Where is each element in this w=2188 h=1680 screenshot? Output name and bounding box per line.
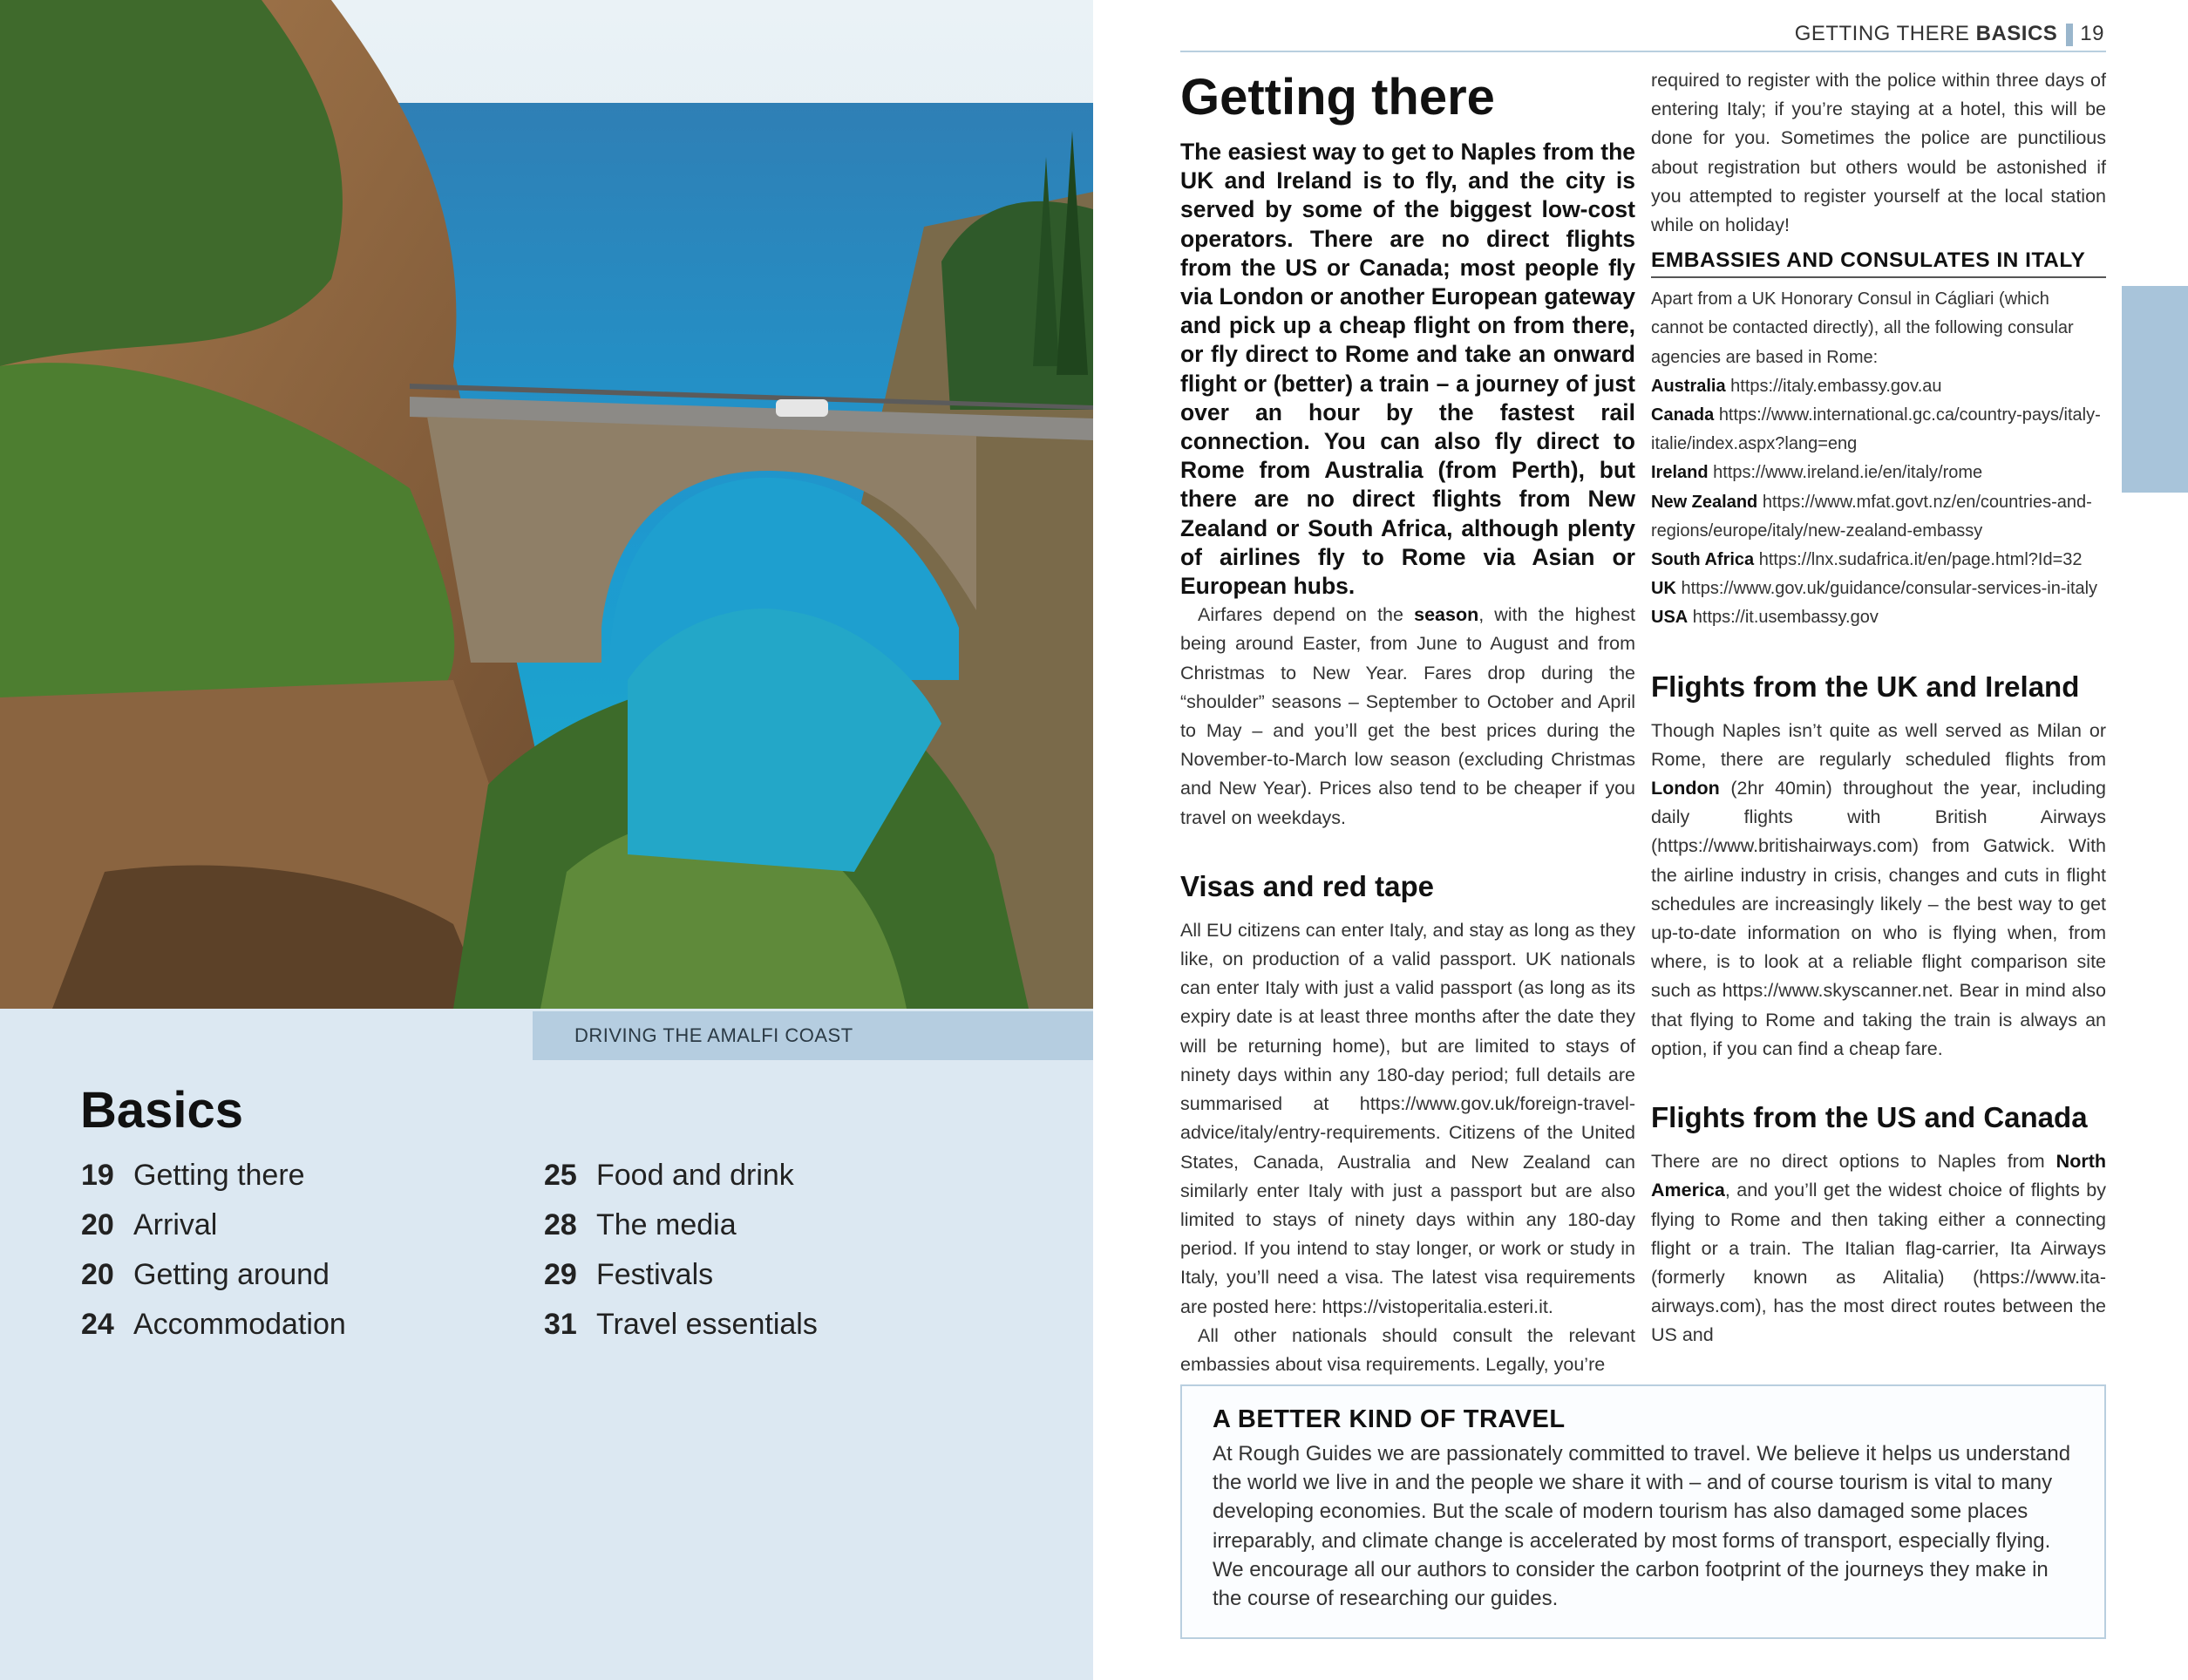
embassy-entry bbox=[1651, 401, 2106, 459]
embassy-country: Ireland bbox=[1651, 463, 1709, 483]
embassy-country: New Zealand bbox=[1651, 492, 1758, 512]
text-column-2 bbox=[1651, 66, 2106, 1350]
embassy-entry bbox=[1651, 546, 2106, 575]
article-title: Getting there bbox=[1180, 69, 1495, 126]
embassy-link[interactable]: https://lnx.sudafrica.it/en/page.html?Id=32 bbox=[1758, 550, 2083, 570]
running-header bbox=[1180, 21, 2104, 47]
toc-item[interactable] bbox=[544, 1250, 818, 1300]
running-head: GETTING THERE bbox=[1794, 22, 1970, 45]
header-rule bbox=[1180, 51, 2106, 52]
header-separator bbox=[2066, 24, 2073, 46]
toc-page-number: 31 bbox=[544, 1308, 577, 1341]
toc-title: The media bbox=[596, 1208, 737, 1241]
toc-item[interactable] bbox=[81, 1200, 346, 1250]
embassies-list bbox=[1651, 285, 2106, 632]
us-keyword: North America bbox=[1651, 1151, 2106, 1201]
embassy-link[interactable]: https://italy.embassy.gov.au bbox=[1730, 376, 1942, 396]
embassy-entry bbox=[1651, 603, 2106, 632]
us-flights-paragraph bbox=[1651, 1147, 2106, 1350]
toc-page-number: 19 bbox=[81, 1159, 114, 1192]
uk-flights-paragraph bbox=[1651, 717, 2106, 1064]
toc-item[interactable] bbox=[544, 1200, 818, 1250]
toc-column-1 bbox=[81, 1151, 346, 1350]
airfares-text-1: Airfares depend on the bbox=[1198, 604, 1415, 626]
airfares-keyword: season bbox=[1414, 604, 1479, 626]
toc-item[interactable] bbox=[81, 1151, 346, 1200]
running-head-section: BASICS bbox=[1975, 22, 2058, 45]
visas-paragraph-2: All other nationals should consult the relevant embassies about visa requirements. Legally, you’re bbox=[1180, 1324, 1635, 1375]
toc-item[interactable] bbox=[544, 1151, 818, 1200]
section-thumb-tab bbox=[2122, 286, 2188, 493]
embassy-entry bbox=[1651, 459, 2106, 487]
toc-page-number: 28 bbox=[544, 1208, 577, 1241]
toc-page-number: 25 bbox=[544, 1159, 577, 1192]
lead-paragraph: The easiest way to get to Naples from the UK and Ireland is to fly, and the city is served by some of the biggest low-cost operators. There are no direct flights from the US or Canada; most people fly via London or another European gateway and pick up a cheap flight on from there, or fly direct to Rome and take an onward flight or (better) a train – a journey of just over an hour by the fastest rail connection. You can also fly direct to Rome from Australia (from Perth), but there are no direct flights from New Zealand or South Africa, although plenty of airlines fly to Rome via Asian or European hubs. bbox=[1180, 139, 1635, 600]
box-text: At Rough Guides we are passionately committed to travel. We believe it helps us understand the world we live in and the people we share it with – and of course tourism is vital to many developing economies. But the scale of modern tourism has also damaged some places irreparably, and climate change is accelerated by most forms of transport, especially flying. We encourage all our authors to consider the carbon footprint of the journeys they make in the course of researching our guides. bbox=[1213, 1442, 2071, 1611]
uk-flights-heading: Flights from the UK and Ireland bbox=[1651, 670, 2080, 703]
airfares-paragraph bbox=[1180, 601, 1635, 833]
toc-item[interactable] bbox=[544, 1300, 818, 1350]
visas-continuation: required to register with the police within three days of entering Italy; if you’re staying at a hotel, this will be done for you. Sometimes the police are punctilious about registration but others would be astonished if you attempted to register yourself at the local station while on holiday! bbox=[1651, 70, 2106, 236]
amalfi-coast-photo bbox=[0, 0, 1093, 1009]
uk-text-2: (2hr 40min) throughout the year, including daily flights with British Airways (https://www.britishairways.com) from Gatwick. With the airline industry in crisis, changes and cuts in flight schedules are increasingly likely – the best way to get up-to-date information on who is flying when, from where, is to look at a reliable flight comparison site such as https://www.skyscanner.net. Bear in mind also that flying to Rome and taking the train is always an option, if you can find a cheap fare. bbox=[1651, 778, 2106, 1059]
toc-title: Getting there bbox=[133, 1159, 305, 1192]
page-number: 19 bbox=[2080, 22, 2104, 45]
embassy-entry bbox=[1651, 575, 2106, 603]
uk-keyword: London bbox=[1651, 778, 1720, 799]
embassy-country: UK bbox=[1651, 579, 1676, 599]
toc-item[interactable] bbox=[81, 1300, 346, 1350]
toc-title: Accommodation bbox=[133, 1308, 346, 1341]
toc-title: Food and drink bbox=[596, 1159, 794, 1192]
embassy-country: Canada bbox=[1651, 405, 1715, 425]
toc-title: Festivals bbox=[596, 1258, 714, 1291]
us-flights-heading: Flights from the US and Canada bbox=[1651, 1101, 2088, 1134]
embassy-link[interactable]: https://www.international.gc.ca/country-pays/italy-italie/index.aspx?lang=eng bbox=[1651, 405, 2101, 454]
toc-page-number: 24 bbox=[81, 1308, 114, 1341]
visas-paragraph-1: All EU citizens can enter Italy, and stay as long as they like, on production of a valid passport. UK nationals can enter Italy with just a valid passport (as long as its expiry date is at least three months after the date they will be returning home), but are limited to stays of ninety days within any 180-day period; full details are summarised at https://www.gov.uk/foreign-travel-advice/italy/entry-requirements. Citizens of the United States, Canada, Australia and New Zealand can similarly enter Italy with just a passport but are also limited to stays of ninety days within any 180-day period. If you intend to stay longer, or work or study in Italy, you’ll need a visa. The latest visa requirements are posted here: https://vistoperitalia.esteri.it. bbox=[1180, 919, 1635, 1317]
toc-item[interactable] bbox=[81, 1250, 346, 1300]
embassy-link[interactable]: https://www.mfat.govt.nz/en/countries-and-regions/europe/italy/new-zealand-embassy bbox=[1651, 492, 2092, 541]
toc-column-2 bbox=[544, 1151, 818, 1350]
left-page bbox=[0, 0, 1093, 1680]
toc-title: Getting around bbox=[133, 1258, 330, 1291]
embassy-country: South Africa bbox=[1651, 550, 1755, 570]
embassies-intro: Apart from a UK Honorary Consul in Cágliari (which cannot be contacted directly), all the following consular agencies are based in Rome: bbox=[1651, 289, 2074, 367]
embassy-entry bbox=[1651, 372, 2106, 401]
embassy-country: USA bbox=[1651, 608, 1689, 628]
embassy-entry bbox=[1651, 488, 2106, 546]
embassy-link[interactable]: https://www.gov.uk/guidance/consular-services-in-italy bbox=[1681, 579, 2098, 599]
better-travel-box bbox=[1180, 1384, 2106, 1639]
photo-caption: DRIVING THE AMALFI COAST bbox=[533, 1011, 1093, 1060]
airfares-text-2: , with the highest being around Easter, from June to August and from Christmas to New Year. Fares drop during the “shoulder” seasons – September to October and April to May – and you’ll get the best prices during the November-to-March low season (excluding Christmas and New Year). Prices also tend to be cheaper if you travel on weekdays. bbox=[1180, 604, 1635, 828]
us-text-1: There are no direct options to Naples from bbox=[1651, 1151, 2056, 1173]
box-title: A BETTER KIND OF TRAVEL bbox=[1213, 1405, 1566, 1433]
embassies-heading: EMBASSIES AND CONSULATES IN ITALY bbox=[1651, 248, 2106, 278]
toc-page-number: 29 bbox=[544, 1258, 577, 1291]
toc-title: Arrival bbox=[133, 1208, 218, 1241]
embassy-country: Australia bbox=[1651, 376, 1726, 396]
toc-page-number: 20 bbox=[81, 1258, 114, 1291]
embassy-link[interactable]: https://it.usembassy.gov bbox=[1692, 608, 1879, 628]
uk-text-1: Though Naples isn’t quite as well served as Milan or Rome, there are regularly scheduled flights from bbox=[1651, 719, 2106, 770]
visas-heading: Visas and red tape bbox=[1180, 869, 1435, 902]
us-text-2: , and you’ll get the widest choice of flights by flying to Rome and then taking either a connecting flight or a train. The Italian flag-carrier, Ita Airways (formerly known as Alitalia) (https://www.ita-airways.com), has the most direct routes between the US and bbox=[1651, 1180, 2106, 1346]
embassy-link[interactable]: https://www.ireland.ie/en/italy/rome bbox=[1713, 463, 1983, 483]
toc-page-number: 20 bbox=[81, 1208, 114, 1241]
toc-title: Travel essentials bbox=[596, 1308, 818, 1341]
section-title: Basics bbox=[80, 1082, 244, 1139]
text-column-1 bbox=[1180, 66, 1635, 1379]
